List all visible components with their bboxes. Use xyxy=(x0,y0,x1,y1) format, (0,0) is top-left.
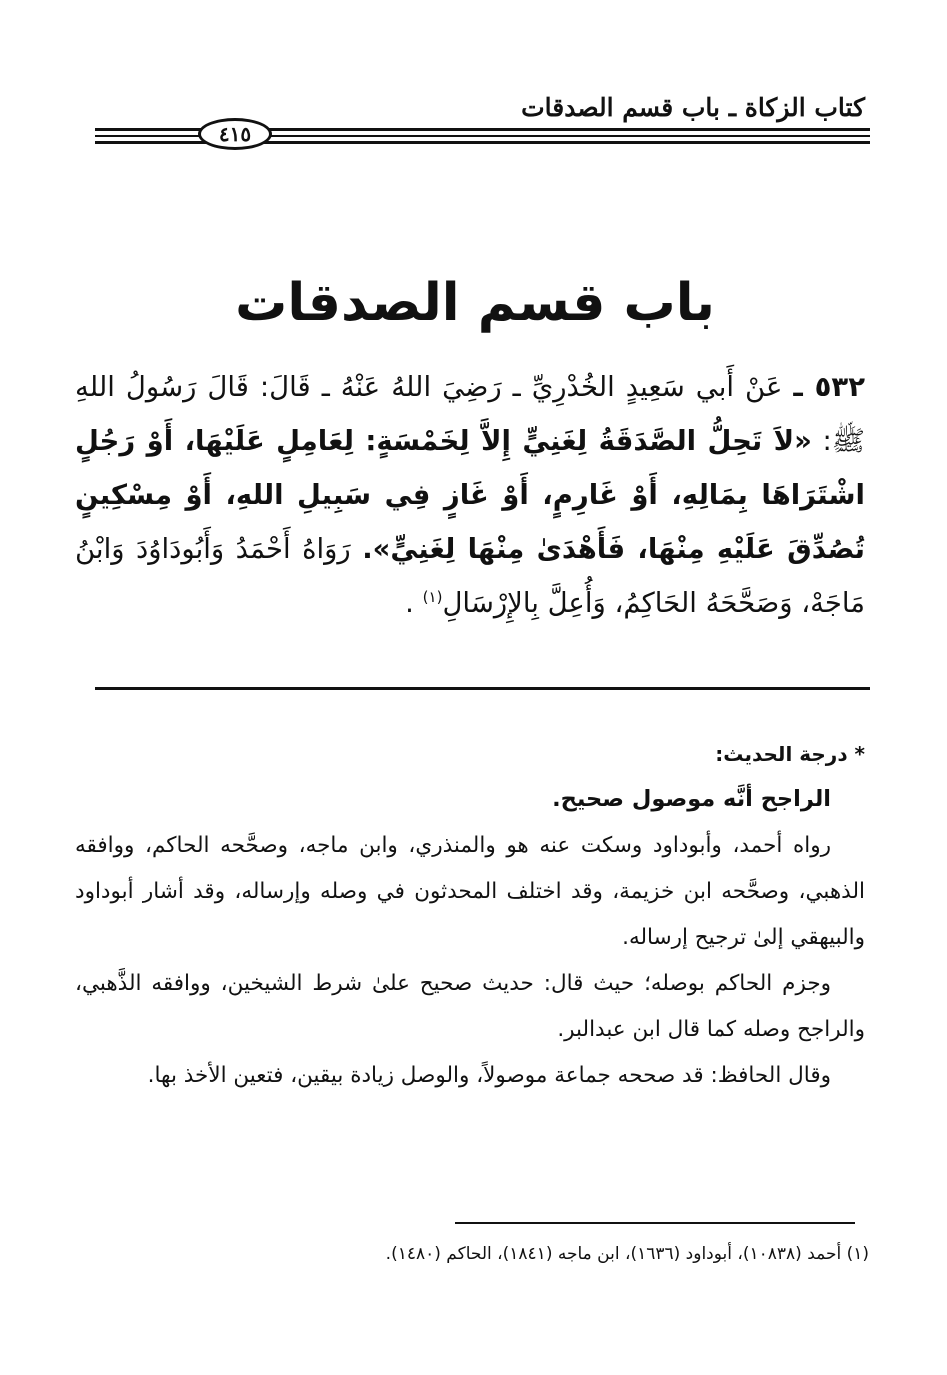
footnote-reference[interactable]: (١) xyxy=(422,587,443,606)
commentary-paragraph: وجزم الحاكم بوصله؛ حيث قال: حديث صحيح علىٰ شرط الشيخين، ووافقه الذَّهبي، والراجح وصله كما قال ابن عبدالبر. xyxy=(75,971,865,1042)
page-number: ٤١٥ xyxy=(198,118,272,150)
hadith-number: ٥٣٢ ـ xyxy=(793,371,865,403)
hadith-end: . xyxy=(405,587,414,619)
footnote-text: (١) أحمد (١٠٨٣٨)، أبوداود (١٦٣٦)، ابن ماجه (١٨٤١)، الحاكم (١٤٨٠). xyxy=(385,1244,869,1264)
chapter-title: باب قسم الصدقات xyxy=(235,273,715,333)
commentary-paragraph: وقال الحافظ: قد صححه جماعة موصولاً، والوصل زيادة بيقين، فتعين الأخذ بها. xyxy=(147,1063,831,1088)
hadith-intro: عَنْ أَبي سَعِيدٍ الخُدْرِيِّ ـ رَضِيَ اللهُ عَنْهُ ـ قَالَ: قَالَ رَسُولُ اللهِ ﷺ: xyxy=(75,371,865,457)
commentary-verdict: الراجح أنَّه موصول صحيح. xyxy=(552,786,831,812)
footnote-divider xyxy=(455,1222,855,1224)
running-header-title: كتاب الزكاة ـ باب قسم الصدقات xyxy=(521,93,865,122)
hadith-quote: «لاَ تَحِلُّ الصَّدَقَةُ لِغَنِيٍّ إِلاَّ لِخَمْسَةٍ: لِعَامِلٍ عَلَيْهَا، أَوْ رَجُلٍ اشْتَرَاهَا بِمَالِهِ، أَوْ غَارِمٍ، أَوْ غَازٍ فِي سَبِيلِ اللهِ، أَوْ مِسْكِينٍ تُصُدِّقَ عَلَيْهِ مِنْهَا، فَأَهْدَىٰ مِنْهَا لِغَنِيٍّ». xyxy=(75,425,866,565)
commentary-heading: * درجة الحديث: xyxy=(715,742,865,766)
hadith-text xyxy=(75,360,865,630)
section-divider xyxy=(95,687,870,690)
commentary-section xyxy=(75,733,865,1099)
hadith-source: رَوَاهُ أَحْمَدُ وَأَبُودَاوُدَ وَابْنُ مَاجَهْ، وَصَحَّحَهُ الحَاكِمُ، وَأُعِلَّ بِالإِرْسَالِ xyxy=(75,533,865,619)
commentary-paragraph: رواه أحمد، وأبوداود وسكت عنه هو والمنذري، وابن ماجه، وصحَّحه الحاكم، ووافقه الذهبي، وصحَّحه ابن خزيمة، وقد اختلف المحدثون في وصله وإرساله، وقد أشار أبوداود والبيهقي إلىٰ ترجيح إرساله. xyxy=(75,833,865,950)
